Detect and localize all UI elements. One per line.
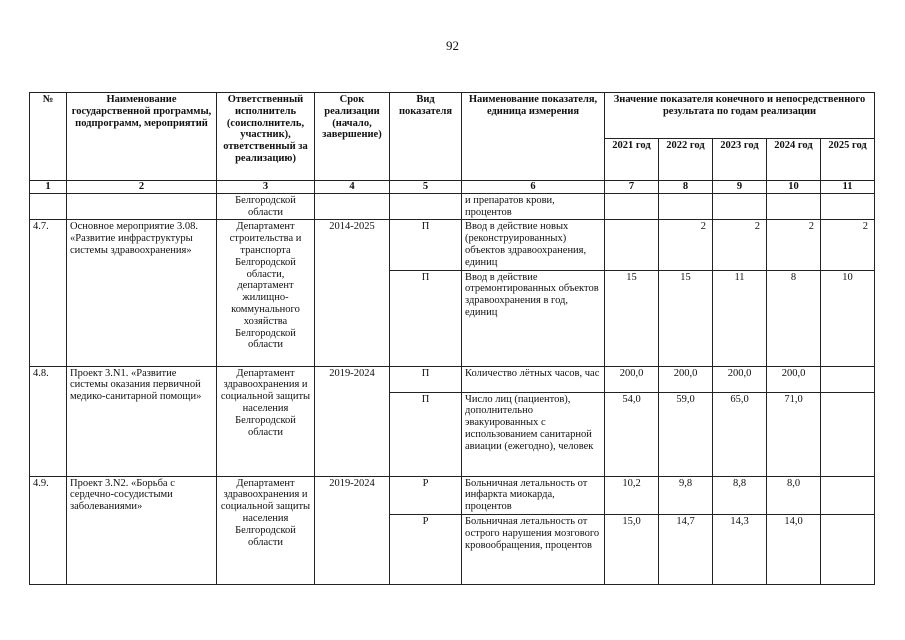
value-cell [821,476,875,514]
column-number: 7 [605,181,659,194]
value-cell: 15 [659,270,713,366]
executor-cell: Департамент здравоохранения и социальной защиты населения Белгородской области [217,366,315,476]
header-year: 2024 год [767,139,821,181]
header-executor: Ответственный исполнитель (соисполнитель, участник), ответственный за реализацию) [217,93,315,181]
term-cell: 2014-2025 [315,220,390,366]
indicator-name-cell: Больничная летальность от инфаркта миокарда, процентов [462,476,605,514]
column-number: 8 [659,181,713,194]
table-row [30,220,875,270]
table-row [30,193,875,220]
header-program: Наименование государственной программы, подпрограмм, мероприятий [67,93,217,181]
column-number: 3 [217,181,315,194]
indicator-name-cell: Количество лётных часов, час [462,366,605,392]
value-cell: 71,0 [767,392,821,476]
column-number: 4 [315,181,390,194]
indicator-name-cell: Ввод в действие отремонтированных объектов здравоохранения в год, единиц [462,270,605,366]
indicator-type-cell: П [390,270,462,366]
term-cell: 2019-2024 [315,366,390,476]
table-row [30,366,875,392]
indicator-type-cell: П [390,220,462,270]
row-number: 4.7. [30,220,67,366]
header-year: 2021 год [605,139,659,181]
header-indicator: Наименование показателя, единица измерения [462,93,605,181]
value-cell: 15,0 [605,514,659,584]
column-number: 1 [30,181,67,194]
value-cell: 10,2 [605,476,659,514]
value-cell: 2 [821,220,875,270]
term-cell: 2019-2024 [315,476,390,584]
value-cell: 2 [767,220,821,270]
value-cell: 8 [767,270,821,366]
row-number: 4.9. [30,476,67,584]
executor-cell: Департамент здравоохранения и социальной защиты населения Белгородской области [217,476,315,584]
table-row [30,476,875,514]
value-cell: 54,0 [605,392,659,476]
header-values-group: Значение показателя конечного и непосредственного результата по годам реализации [605,93,875,139]
value-cell: 8,0 [767,476,821,514]
value-cell: 200,0 [713,366,767,392]
value-cell: 14,3 [713,514,767,584]
row-number: 4.8. [30,366,67,476]
column-number: 10 [767,181,821,194]
indicator-type-cell: Р [390,476,462,514]
header-term: Срок реализации (начало, завершение) [315,93,390,181]
column-number: 5 [390,181,462,194]
value-cell: 9,8 [659,476,713,514]
value-cell: 200,0 [605,366,659,392]
value-cell [605,220,659,270]
value-cell: 200,0 [659,366,713,392]
header-year: 2022 год [659,139,713,181]
value-cell: 10 [821,270,875,366]
program-cell: Проект 3.N1. «Развитие системы оказания первичной медико-санитарной помощи» [67,366,217,476]
value-cell: 11 [713,270,767,366]
value-cell [821,366,875,392]
program-cell: Проект 3.N2. «Борьба с сердечно-сосудистыми заболеваниями» [67,476,217,584]
indicator-name-cell: Число лиц (пациентов), дополнительно эвакуированных с использованием санитарной авиации (ежегодно), человек [462,392,605,476]
indicators-table [29,92,875,585]
value-cell: 200,0 [767,366,821,392]
indicator-type-cell: П [390,366,462,392]
program-cell: Основное мероприятие 3.08. «Развитие инфраструктуры системы здравоохранения» [67,220,217,366]
column-number: 6 [462,181,605,194]
header-no: № [30,93,67,181]
indicator-name-cell: Ввод в действие новых (реконструированных) объектов здравоохранения, единиц [462,220,605,270]
header-type: Вид показателя [390,93,462,181]
value-cell: 2 [659,220,713,270]
column-number: 2 [67,181,217,194]
value-cell [821,514,875,584]
value-cell: 8,8 [713,476,767,514]
value-cell: 15 [605,270,659,366]
indicator-name-cell: Больничная летальность от острого нарушения мозгового кровообращения, процентов [462,514,605,584]
indicator-type-cell: П [390,392,462,476]
page-number: 92 [446,38,459,53]
header-year: 2025 год [821,139,875,181]
column-number: 11 [821,181,875,194]
indicator-type-cell: Р [390,514,462,584]
column-number-row [30,181,875,194]
executor-cell: Департамент строительства и транспорта Белгородской области, департамент жилищно-коммунального хозяйства Белгородской области [217,220,315,366]
value-cell: 14,0 [767,514,821,584]
indicator-name-cell: и препаратов крови, процентов [462,193,605,220]
value-cell: 59,0 [659,392,713,476]
value-cell: 14,7 [659,514,713,584]
value-cell: 65,0 [713,392,767,476]
executor-cell: Белгородской области [217,193,315,220]
value-cell [821,392,875,476]
value-cell: 2 [713,220,767,270]
column-number: 9 [713,181,767,194]
header-year: 2023 год [713,139,767,181]
